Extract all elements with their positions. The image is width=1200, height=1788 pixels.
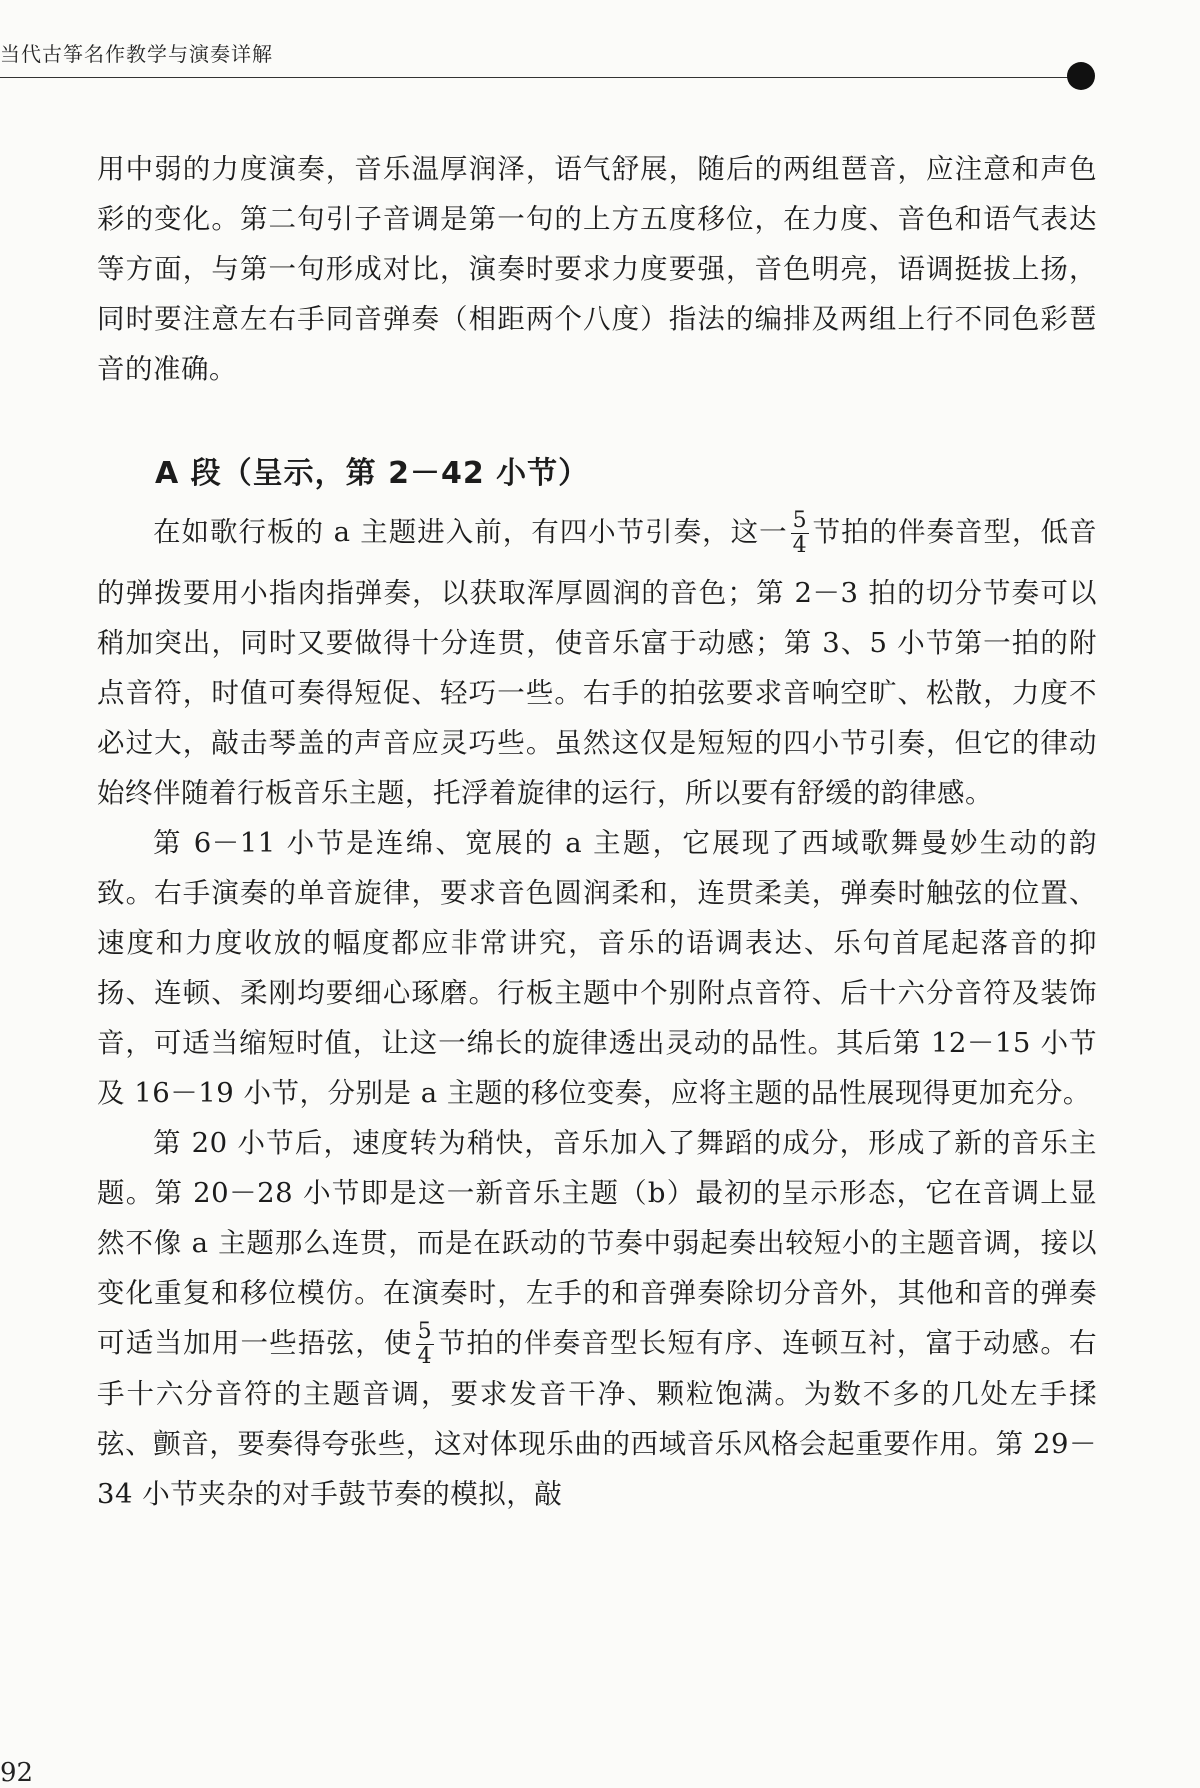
paragraph-1 [97,496,1097,818]
section-body [97,496,1097,1519]
running-head: 当代古筝名作教学与演奏详解 [0,42,273,66]
time-signature-numerator: 5 [792,508,808,533]
time-signature-fraction-2 [416,1320,435,1369]
paragraph-3 [97,1118,1097,1519]
time-signature-numerator-2: 5 [417,1319,433,1344]
paragraph-1-lead [153,508,1041,558]
time-signature-denominator-2: 4 [417,1344,433,1369]
header-rule [0,77,1082,78]
paragraph-2: 第 6－11 小节是连绵、宽展的 a 主题，它展现了西域歌舞曼妙生动的韵致。右手演奏的单音旋律，要求音色圆润柔和，连贯柔美，弹奏时触弦的位置、速度和力度收放的幅度都应非常讲究，音乐的语调表达、乐句首尾起落音的抑扬、连顿、柔刚均要细心琢磨。行板主题中个别附点音符、后十六分音符及装饰音，可适当缩短时值，让这一绵长的旋律透出灵动的品性。其后第 12－15 小节及 16－19 小节，分别是 a 主题的移位变奏，应将主题的品性展现得更加充分。 [97,827,1097,1109]
section-heading: A 段（呈示，第 2－42 小节） [155,456,590,491]
paragraph-1-after-fraction: 节拍的伴奏音型， [812,516,1041,548]
page-number: 92 [0,1758,34,1788]
paragraph-1-before-fraction: 在如歌行板的 a 主题进入前，有四小节引奏，这一 [153,516,788,548]
header-bullet-dot [1067,62,1095,90]
time-signature-denominator: 4 [792,533,808,558]
intro-paragraph: 用中弱的力度演奏，音乐温厚润泽，语气舒展，随后的两组琶音，应注意和声色彩的变化。第二句引子音调是第一句的上方五度移位，在力度、音色和语气表达等方面，与第一句形成对比，演奏时要求力度要强，音色明亮，语调挺拔上扬，同时要注意左右手同音弹奏（相距两个八度）指法的编排及两组上行不同色彩琶音的准确。 [97,153,1097,385]
paragraph-3-before-fraction: 第 20 小节后，速度转为稍快，音乐加入了舞蹈的成分，形成了新的音乐主题。第 20－28 小节即是这一新音乐主题（b）最初的呈示形态，它在音调上显然不像 a 主题那么连贯，而是在跃动的节奏中弱起奏出较短小的主题音调，接以变化重复和移位模仿。在演奏时，左手的和音弹奏除切分音外，其他和音的弹奏可适当加用一些捂弦，使 [97,1127,1097,1359]
paragraph-1-rest: 低音的弹拨要用小指肉指弹奏，以获取浑厚圆润的音色；第 2－3 拍的切分节奏可以稍加突出，同时又要做得十分连贯，使音乐富于动感；第 3、5 小节第一拍的附点音符，时值可奏得短促、轻巧一些。右手的拍弦要求音响空旷、松散，力度不必过大，敲击琴盖的声音应灵巧些。虽然这仅是短短的四小节引奏，但它的律动始终伴随着行板音乐主题，托浮着旋律的运行，所以要有舒缓的韵律感。 [97,516,1098,809]
body-text [97,144,1097,394]
time-signature-fraction [791,509,810,558]
paragraph-3-after-fraction: 节拍的伴奏音型长短有序、连顿互衬，富于动感。右手十六分音符的主题音调，要求发音干净、颗粒饱满。为数不多的几处左手揉弦、颤音，要奏得夸张些，这对体现乐曲的西域音乐风格会起重要作用。第 29－34 小节夹杂的对手鼓节奏的模拟，敲 [97,1327,1098,1510]
